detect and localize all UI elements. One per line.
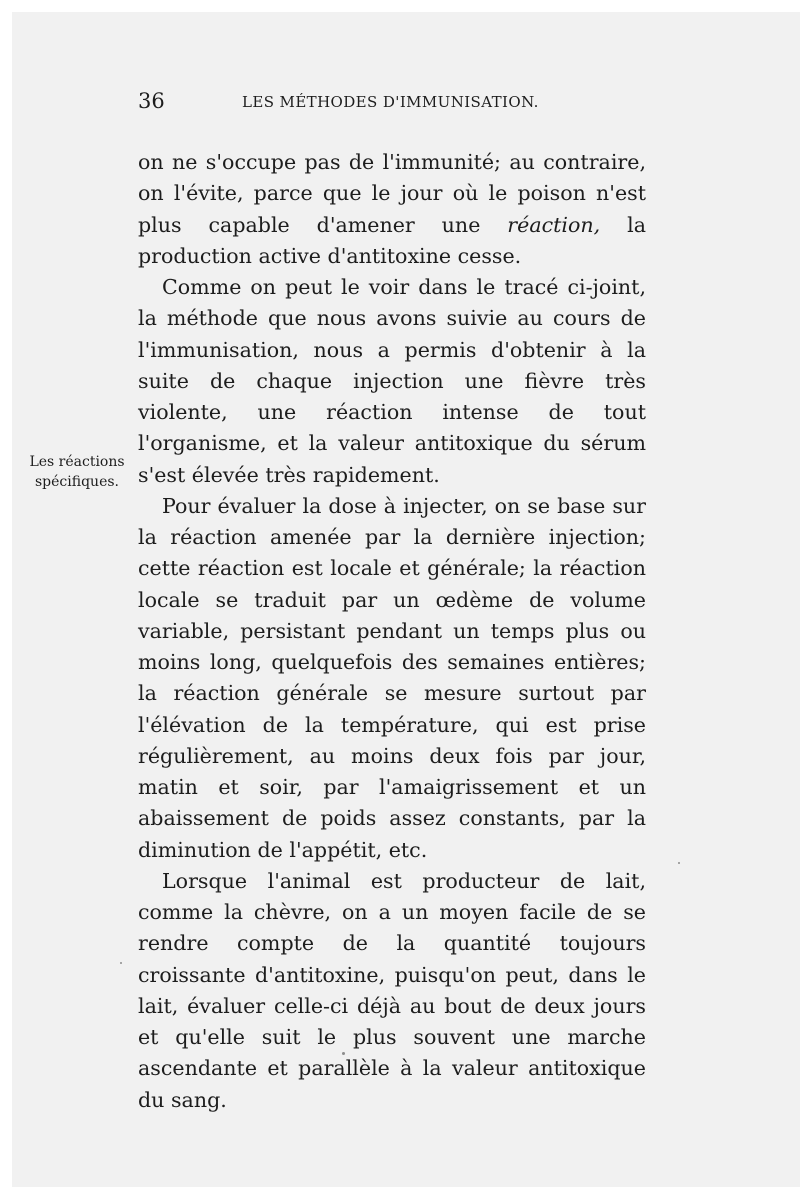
paper-speck	[342, 1052, 345, 1055]
body-text	[138, 147, 646, 1116]
margin-note: Les réactions spécifiques.	[29, 454, 125, 490]
paragraph-3: Pour évaluer la dose à injecter, on se base sur la réaction amenée par la dernière injection; cette réaction est locale et générale; la réaction locale se traduit par un œdème de volume variable, persistant pendant un temps plus ou moins long, quelquefois des semaines entières; la réaction générale se mesure surtout par l'élévation de la température, qui est prise régulièrement, au moins deux fois par jour, matin et soir, par l'amaigrissement et un abaissement de poids assez constants, par la diminution de l'appétit, etc.	[138, 493, 646, 862]
emphasized-word: réaction,	[507, 212, 601, 237]
running-title: LES MÉTHODES D'IMMUNISATION.	[242, 93, 539, 111]
paper-speck	[678, 862, 680, 864]
paragraph-2: Comme on peut le voir dans le tracé ci-joint, la méthode que nous avons suivie au cours de l'immunisation, nous a permis d'obtenir à la suite de chaque injection une fièvre très violente, une réaction intense de tout l'organisme, et la valeur antitoxique du sérum s'est élevée très rapidement.	[138, 275, 646, 487]
paragraph-4: Lorsque l'animal est producteur de lait, comme la chèvre, on a un moyen facile de se rendre compte de la quantité toujours croissante d'antitoxine, puisqu'on peut, dans le lait, évaluer celle-ci déjà au bout de deux jours et qu'elle suit le plus souvent une marche ascendante et parallèle à la valeur antitoxique du sang.	[138, 868, 646, 1112]
paragraph-1-end: la production active d'antitoxine cesse.	[138, 212, 646, 268]
paragraph-1-start: on ne s'occupe pas de l'immunité; au contraire, on l'évite, parce que le jour où le poison n'est plus capable d'amener une	[138, 150, 646, 237]
paper-speck	[120, 962, 122, 964]
book-page	[12, 12, 800, 1187]
page-header	[138, 88, 658, 118]
paragraph-1	[138, 147, 646, 272]
page-number: 36	[138, 89, 165, 113]
